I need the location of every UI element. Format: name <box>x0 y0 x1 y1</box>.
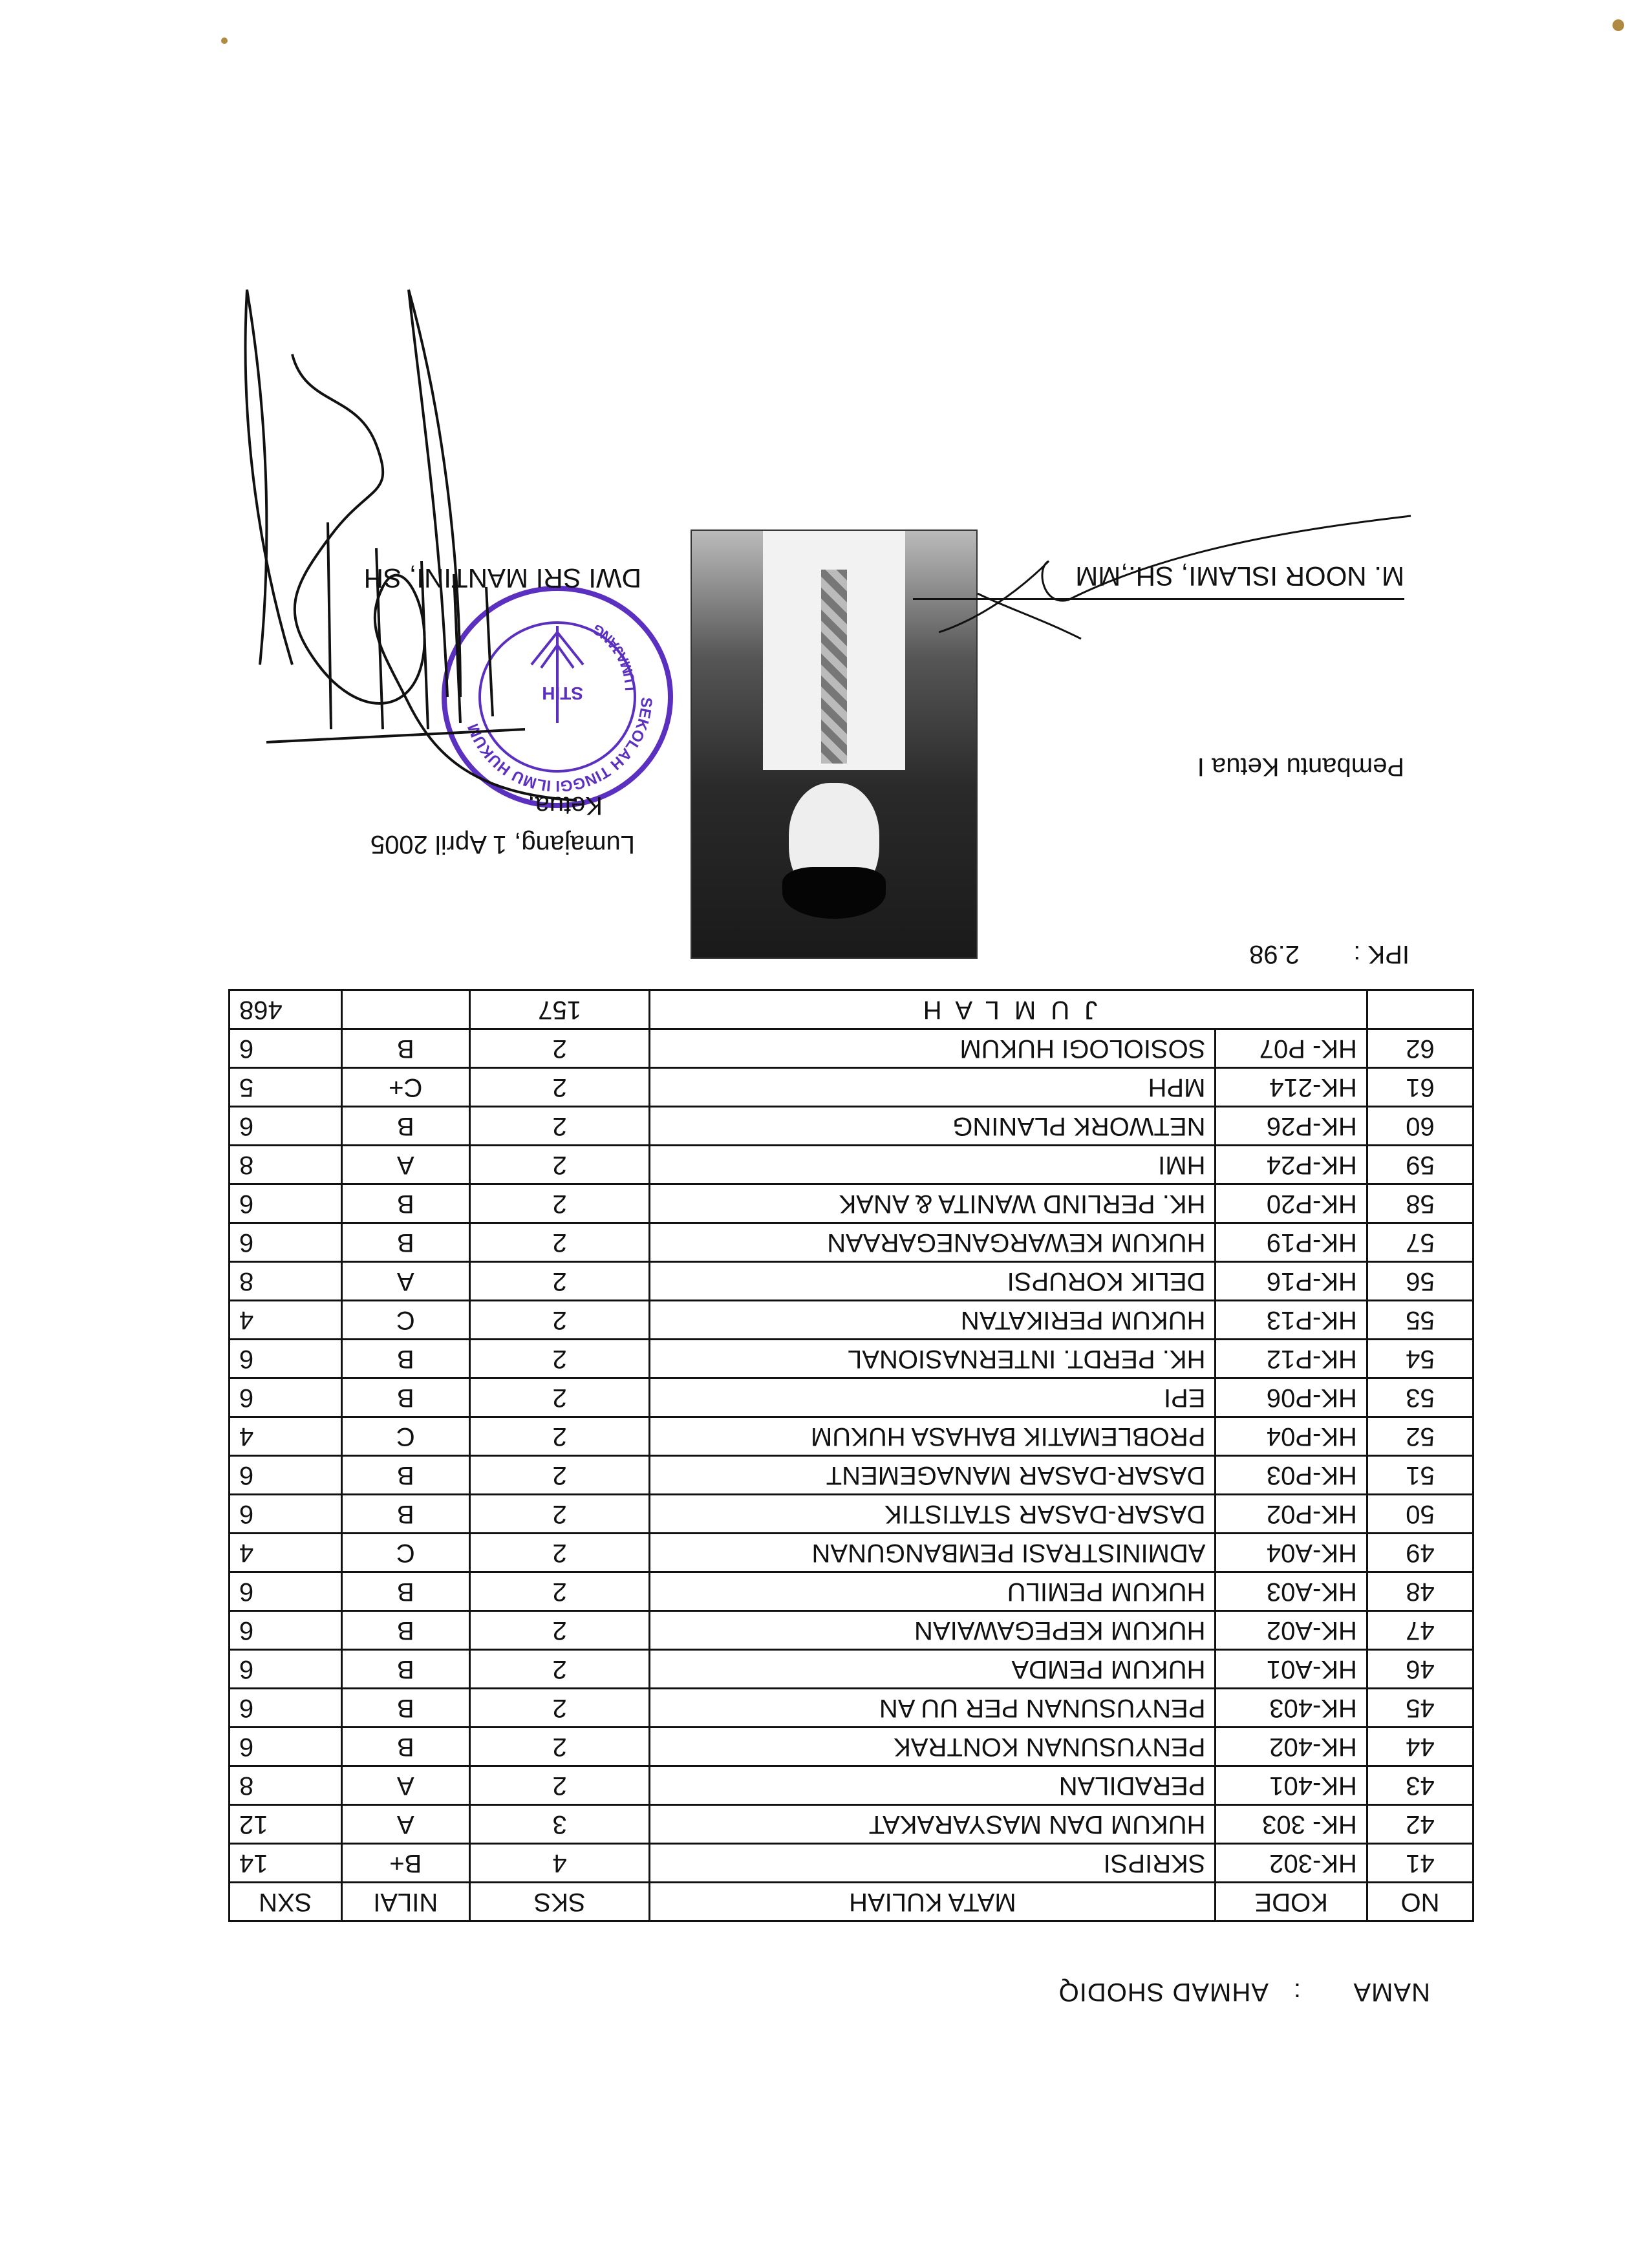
cell-no: 50 <box>1367 1495 1473 1534</box>
cell-kode: HK-P12 <box>1216 1340 1367 1378</box>
cell-no: 48 <box>1367 1572 1473 1611</box>
table-row <box>230 1146 1473 1184</box>
cell-sks: 2 <box>470 1611 650 1650</box>
cell-mata-kuliah: HUKUM PERIKATAN <box>650 1301 1216 1340</box>
cell-sks: 2 <box>470 1456 650 1495</box>
cell-kode: HK- P07 <box>1216 1029 1367 1068</box>
cell-no: 46 <box>1367 1650 1473 1689</box>
table-row <box>230 1340 1473 1378</box>
cell-no: 61 <box>1367 1068 1473 1107</box>
cell-no: 42 <box>1367 1805 1473 1844</box>
table-row <box>230 1611 1473 1650</box>
cell-sks: 2 <box>470 1029 650 1068</box>
cell-sxn: 8 <box>230 1146 342 1184</box>
cell-no: 51 <box>1367 1456 1473 1495</box>
cell-no: 43 <box>1367 1766 1473 1805</box>
table-row <box>230 1572 1473 1611</box>
cell-mata-kuliah: HK. PERDT. INTERNASIONAL <box>650 1340 1216 1378</box>
header-sks: SKS <box>470 1883 650 1921</box>
table-row <box>230 1378 1473 1417</box>
cell-kode: HK-402 <box>1216 1728 1367 1766</box>
total-label: J U M L A H <box>650 990 1367 1029</box>
cell-sxn: 6 <box>230 1611 342 1650</box>
cell-nilai: B <box>341 1689 469 1728</box>
cell-sxn: 4 <box>230 1534 342 1572</box>
cell-no: 59 <box>1367 1146 1473 1184</box>
cell-mata-kuliah: HK. PERLIND WANITA & ANAK <box>650 1184 1216 1223</box>
cell-kode: HK-302 <box>1216 1844 1367 1883</box>
cell-kode: HK-P06 <box>1216 1378 1367 1417</box>
cell-nilai: B <box>341 1650 469 1689</box>
cell-sxn: 6 <box>230 1728 342 1766</box>
cell-no: 49 <box>1367 1534 1473 1572</box>
cell-kode: HK-P13 <box>1216 1301 1367 1340</box>
student-name-row <box>1058 1977 1430 2006</box>
cell-mata-kuliah: SOSIOLOGI HUKUM <box>650 1029 1216 1068</box>
cell-sxn: 6 <box>230 1107 342 1146</box>
scan-speck <box>1612 19 1624 31</box>
cell-sks: 4 <box>470 1844 650 1883</box>
cell-no: 55 <box>1367 1301 1473 1340</box>
cell-nilai: B <box>341 1728 469 1766</box>
table-row <box>230 1844 1473 1883</box>
cell-nilai: A <box>341 1146 469 1184</box>
cell-sxn: 6 <box>230 1572 342 1611</box>
cell-sks: 2 <box>470 1223 650 1262</box>
cell-kode: HK-P26 <box>1216 1107 1367 1146</box>
header-mata-kuliah: MATA KULIAH <box>650 1883 1216 1921</box>
stamp-outer-text: SEKOLAH TINGGI ILMU HUKUM <box>464 696 656 795</box>
table-row <box>230 1068 1473 1107</box>
cell-no: 41 <box>1367 1844 1473 1883</box>
stamp-abbr: STIH <box>542 683 583 703</box>
cell-no: 44 <box>1367 1728 1473 1766</box>
cell-mata-kuliah: SKRIPSI <box>650 1844 1216 1883</box>
ipk-label: IPK : <box>1353 940 1409 968</box>
total-row <box>230 990 1473 1029</box>
cell-nilai: A <box>341 1805 469 1844</box>
cell-nilai: B+ <box>341 1844 469 1883</box>
cell-sks: 2 <box>470 1146 650 1184</box>
cell-sxn: 12 <box>230 1805 342 1844</box>
table-row <box>230 1689 1473 1728</box>
table-row <box>230 1650 1473 1689</box>
cell-kode: HK-214 <box>1216 1068 1367 1107</box>
cell-sxn: 8 <box>230 1766 342 1805</box>
cell-kode: HK-P02 <box>1216 1495 1367 1534</box>
cell-sks: 3 <box>470 1805 650 1844</box>
cell-kode: HK-A03 <box>1216 1572 1367 1611</box>
header-sxn: SXN <box>230 1883 342 1921</box>
cell-nilai: B <box>341 1029 469 1068</box>
cell-nilai: A <box>341 1766 469 1805</box>
total-empty-nilai <box>341 990 469 1029</box>
cell-no: 53 <box>1367 1378 1473 1417</box>
cell-kode: HK-403 <box>1216 1689 1367 1728</box>
cell-nilai: B <box>341 1456 469 1495</box>
table-row <box>230 1805 1473 1844</box>
cell-kode: HK-P16 <box>1216 1262 1367 1301</box>
cell-sxn: 5 <box>230 1068 342 1107</box>
pembantu-ketua-title: Pembantu Ketua I <box>1197 753 1404 781</box>
cell-sks: 2 <box>470 1262 650 1301</box>
photo-tie <box>821 570 847 764</box>
cell-sks: 2 <box>470 1689 650 1728</box>
cell-no: 47 <box>1367 1611 1473 1650</box>
cell-sxn: 6 <box>230 1029 342 1068</box>
photo-hair <box>782 867 886 919</box>
table-row <box>230 1262 1473 1301</box>
table-row <box>230 1029 1473 1068</box>
cell-sks: 2 <box>470 1301 650 1340</box>
cell-kode: HK-401 <box>1216 1766 1367 1805</box>
table-row <box>230 1184 1473 1223</box>
cell-mata-kuliah: EPI <box>650 1378 1216 1417</box>
cell-sxn: 6 <box>230 1223 342 1262</box>
table-row <box>230 1495 1473 1534</box>
cell-nilai: C+ <box>341 1068 469 1107</box>
table-row <box>230 1534 1473 1572</box>
nama-value: AHMAD SHODIQ <box>1058 1978 1269 2006</box>
cell-mata-kuliah: HUKUM PEMDA <box>650 1650 1216 1689</box>
cell-sks: 2 <box>470 1378 650 1417</box>
cell-mata-kuliah: HUKUM PEMILU <box>650 1572 1216 1611</box>
cell-no: 62 <box>1367 1029 1473 1068</box>
ipk-value: 2.98 <box>1249 940 1300 968</box>
cell-sxn: 4 <box>230 1301 342 1340</box>
cell-sxn: 6 <box>230 1456 342 1495</box>
cell-mata-kuliah: NETWORK PLANING <box>650 1107 1216 1146</box>
cell-kode: HK-P20 <box>1216 1184 1367 1223</box>
cell-sxn: 6 <box>230 1650 342 1689</box>
cell-sks: 2 <box>470 1766 650 1805</box>
header-nilai: NILAI <box>341 1883 469 1921</box>
cell-mata-kuliah: PROBLEMATIK BAHASA HUKUM <box>650 1417 1216 1456</box>
total-sks: 157 <box>470 990 650 1029</box>
cell-kode: HK- 303 <box>1216 1805 1367 1844</box>
cell-mata-kuliah: DASAR-DASAR MANAGEMENT <box>650 1456 1216 1495</box>
cell-sks: 2 <box>470 1572 650 1611</box>
place-date: Lumajang, 1 April 2005 <box>370 830 635 859</box>
cell-nilai: A <box>341 1262 469 1301</box>
table-row <box>230 1301 1473 1340</box>
scan-speck <box>221 37 228 44</box>
cell-kode: HK-P03 <box>1216 1456 1367 1495</box>
cell-no: 52 <box>1367 1417 1473 1456</box>
cell-sks: 2 <box>470 1340 650 1378</box>
cell-sxn: 8 <box>230 1262 342 1301</box>
cell-sks: 2 <box>470 1728 650 1766</box>
ipk-row <box>1249 939 1409 968</box>
cell-kode: HK-P19 <box>1216 1223 1367 1262</box>
total-empty-no <box>1367 990 1473 1029</box>
cell-sxn: 6 <box>230 1378 342 1417</box>
cell-no: 58 <box>1367 1184 1473 1223</box>
cell-mata-kuliah: DASAR-DASAR STATISTIK <box>650 1495 1216 1534</box>
header-kode: KODE <box>1216 1883 1367 1921</box>
cell-nilai: B <box>341 1340 469 1378</box>
cell-mata-kuliah: HUKUM KEWARGANEGARAAN <box>650 1223 1216 1262</box>
cell-sxn: 4 <box>230 1417 342 1456</box>
cell-mata-kuliah: DELIK KORUPSI <box>650 1262 1216 1301</box>
table-row <box>230 1223 1473 1262</box>
cell-kode: HK-P24 <box>1216 1146 1367 1184</box>
cell-sxn: 14 <box>230 1844 342 1883</box>
cell-nilai: B <box>341 1611 469 1650</box>
cell-sks: 2 <box>470 1068 650 1107</box>
cell-kode: HK-P04 <box>1216 1417 1367 1456</box>
cell-nilai: C <box>341 1301 469 1340</box>
table-row <box>230 1417 1473 1456</box>
cell-nilai: B <box>341 1107 469 1146</box>
cell-sxn: 6 <box>230 1340 342 1378</box>
cell-sks: 2 <box>470 1107 650 1146</box>
table-row <box>230 1456 1473 1495</box>
cell-mata-kuliah: PENYUSUNAN PER UU AN <box>650 1689 1216 1728</box>
grades-table <box>228 989 1474 1922</box>
cell-sks: 2 <box>470 1650 650 1689</box>
cell-nilai: B <box>341 1572 469 1611</box>
table-header-row <box>230 1883 1473 1921</box>
cell-nilai: C <box>341 1417 469 1456</box>
cell-sxn: 6 <box>230 1495 342 1534</box>
cell-mata-kuliah: HUKUM DAN MASYARAKAT <box>650 1805 1216 1844</box>
cell-nilai: C <box>341 1534 469 1572</box>
cell-kode: HK-A02 <box>1216 1611 1367 1650</box>
ketua-title: Ketua, <box>528 791 603 820</box>
cell-mata-kuliah: MPH <box>650 1068 1216 1107</box>
grades-body <box>230 1029 1473 1883</box>
cell-sks: 2 <box>470 1417 650 1456</box>
cell-nilai: B <box>341 1223 469 1262</box>
cell-sxn: 6 <box>230 1184 342 1223</box>
cell-nilai: B <box>341 1184 469 1223</box>
cell-kode: HK-A01 <box>1216 1650 1367 1689</box>
cell-sks: 2 <box>470 1495 650 1534</box>
pembantu-ketua-name: M. NOOR ISLAMI, SH.,MM <box>913 561 1404 600</box>
cell-no: 56 <box>1367 1262 1473 1301</box>
table-row <box>230 1728 1473 1766</box>
cell-nilai: B <box>341 1378 469 1417</box>
total-sxn: 468 <box>230 990 342 1029</box>
stamp-city-text: LUMAJANG <box>589 621 639 692</box>
cell-kode: HK-A04 <box>1216 1534 1367 1572</box>
table-row <box>230 1107 1473 1146</box>
cell-mata-kuliah: PENYUSUNAN KONTRAK <box>650 1728 1216 1766</box>
cell-no: 45 <box>1367 1689 1473 1728</box>
cell-sxn: 6 <box>230 1689 342 1728</box>
cell-no: 54 <box>1367 1340 1473 1378</box>
nama-separator: : <box>1292 1978 1301 2006</box>
cell-no: 60 <box>1367 1107 1473 1146</box>
cell-no: 57 <box>1367 1223 1473 1262</box>
cell-sks: 2 <box>470 1534 650 1572</box>
cell-mata-kuliah: HMI <box>650 1146 1216 1184</box>
header-no: NO <box>1367 1883 1473 1921</box>
cell-sks: 2 <box>470 1184 650 1223</box>
cell-mata-kuliah: PERADILAN <box>650 1766 1216 1805</box>
cell-nilai: B <box>341 1495 469 1534</box>
cell-mata-kuliah: ADMINISTRASI PEMBANGUNAN <box>650 1534 1216 1572</box>
table-row <box>230 1766 1473 1805</box>
cell-mata-kuliah: HUKUM KEPEGAWAIAN <box>650 1611 1216 1650</box>
nama-label: NAMA <box>1353 1978 1430 2006</box>
ketua-name: DWI SRI MANTINI, SH <box>363 563 641 594</box>
